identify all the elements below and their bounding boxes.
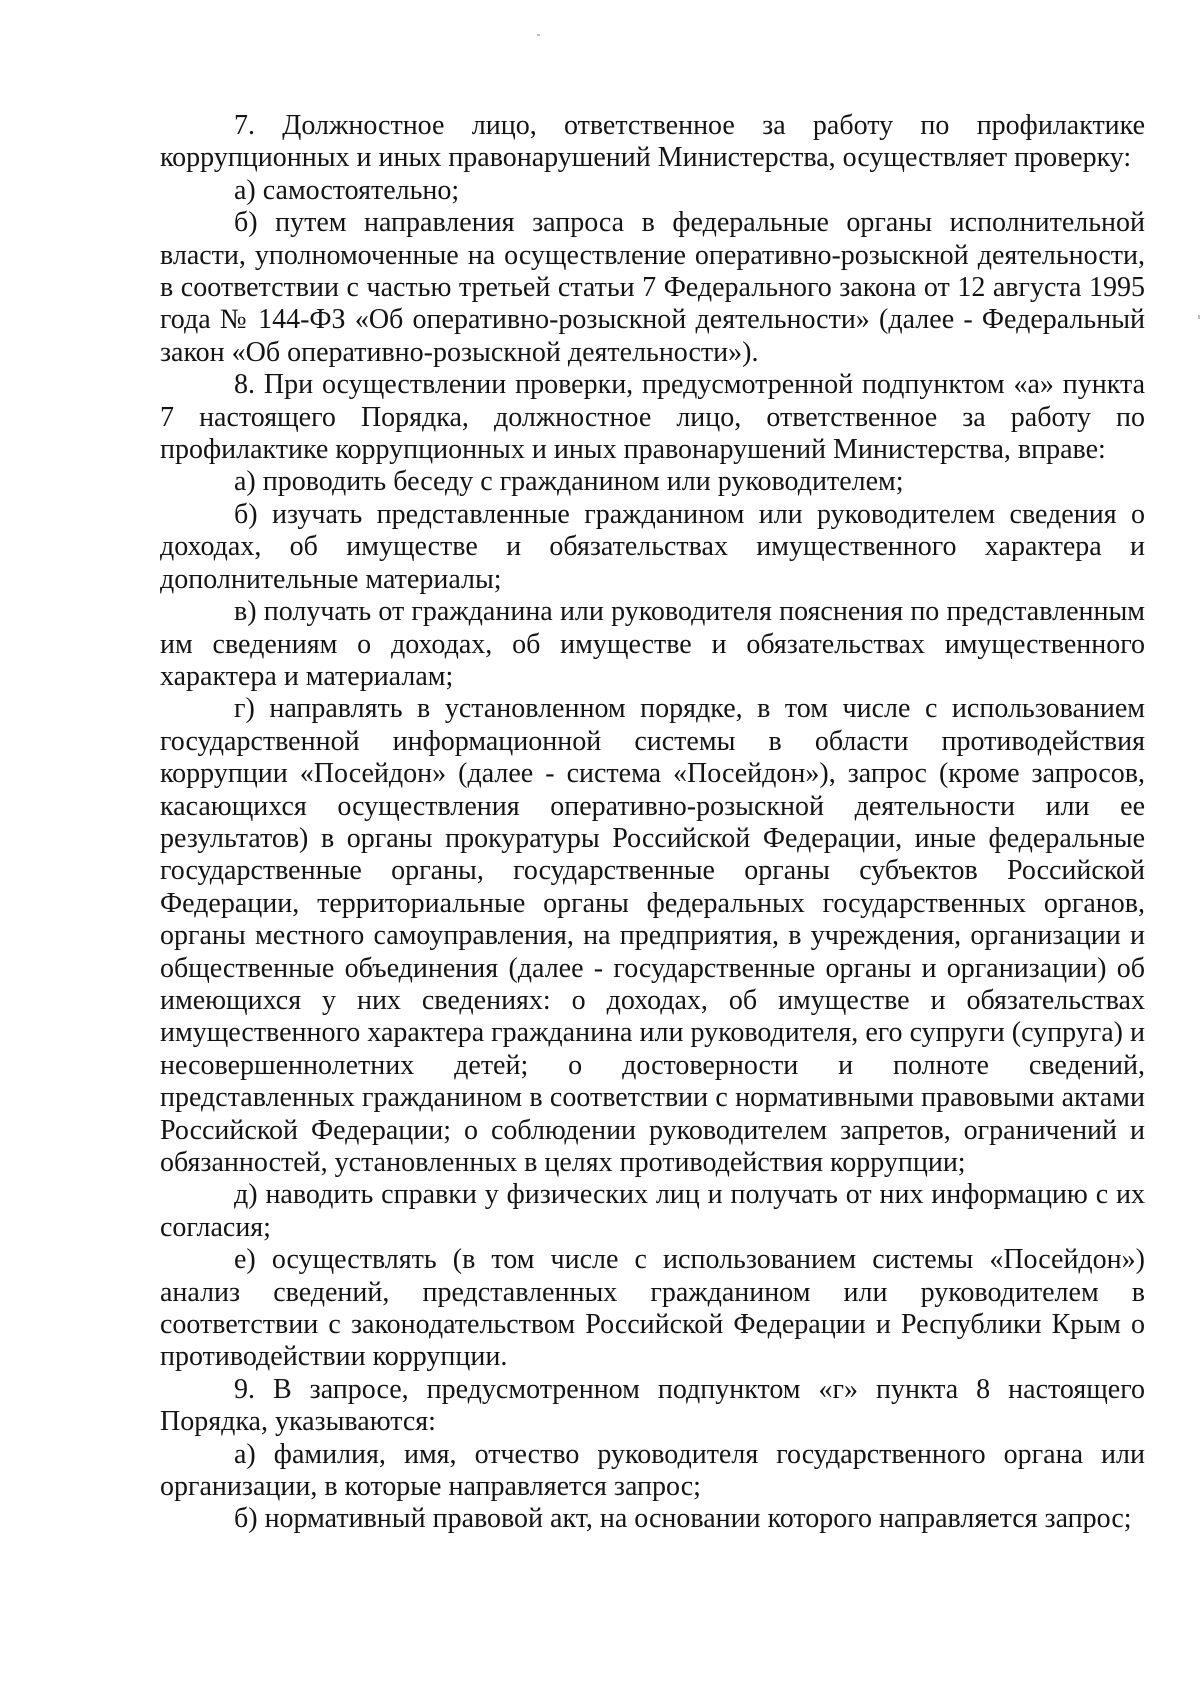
paragraph-8-e: е) осуществлять (в том числе с использованием системы «Посейдон») анализ сведений, представленных гражданином или руководителем в соответствии с законодательством Российской Федерации и Республики Крым о противодействии коррупции. xyxy=(160,1244,1145,1373)
paragraph-8-v: в) получать от гражданина или руководителя пояснения по представленным им сведениям о доходах, об имуществе и обязательствах имущественного характера и материалам; xyxy=(160,596,1145,692)
paragraph-8-g: г) направлять в установленном порядке, в том числе с использованием государственной информационной системы в области противодействия коррупции «Посейдон» (далее - система «Посейдон»), запрос (кроме запросов, касающихся осуществления оперативно-розыскной деятельности или ее результатов) в органы прокуратуры Российской Федерации, иные федеральные государственные органы, государственные органы субъектов Российской Федерации, территориальные органы федеральных государственных органов, органы местного самоуправления, на предприятия, в учреждения, организации и общественные объединения (далее - государственные органы и организации) об имеющихся у них сведениях: о доходах, об имуществе и обязательствах имущественного характера гражданина или руководителя, его супруги (супруга) и несовершеннолетних детей; о достоверности и полноте сведений, представленных гражданином в соответствии с нормативными правовыми актами Российской Федерации; о соблюдении руководителем запретов, ограничений и обязанностей, установленных в целях противодействия коррупции; xyxy=(160,693,1145,1178)
paragraph-9-a: а) фамилия, имя, отчество руководителя государственного органа или организации, в которые направляется запрос; xyxy=(160,1438,1145,1503)
document-body xyxy=(160,110,1145,1536)
paragraph-8-d: д) наводить справки у физических лиц и получать от них информацию с их согласия; xyxy=(160,1179,1145,1243)
paragraph-7: 7. Должностное лицо, ответственное за работу по профилактике коррупционных и иных правонарушений Министерства, осуществляет проверку: xyxy=(160,110,1145,174)
paragraph-9: 9. В запросе, предусмотренном подпунктом «г» пункта 8 настоящего Порядка, указываются: xyxy=(160,1373,1145,1438)
paragraph-8-b: б) изучать представленные гражданином или руководителем сведения о доходах, об имуществе и обязательствах имущественного характера и дополнительные материалы; xyxy=(160,498,1145,595)
paragraph-8-a: а) проводить беседу с гражданином или руководителем; xyxy=(234,466,904,498)
paragraph-7-a: а) самостоятельно; xyxy=(234,174,460,206)
paragraph-8: 8. При осуществлении проверки, предусмотренной подпунктом «а» пункта 7 настоящего Порядка, должностное лицо, ответственное за работу по профилактике коррупционных и иных правонарушений Министерства, вправе: xyxy=(160,369,1145,466)
paragraph-7-b: б) путем направления запроса в федеральные органы исполнительной власти, уполномоченные на осуществление оперативно-розыскной деятельности, в соответствии с частью третьей статьи 7 Федерального закона от 12 августа 1995 года № 144-ФЗ «Об оперативно-розыскной деятельности» (далее - Федеральный закон «Об оперативно-розыскной деятельности»). xyxy=(160,207,1145,368)
paragraph-9-b: б) нормативный правовой акт, на основании которого направляется запрос; xyxy=(234,1503,1132,1535)
scan-speck xyxy=(537,34,540,36)
